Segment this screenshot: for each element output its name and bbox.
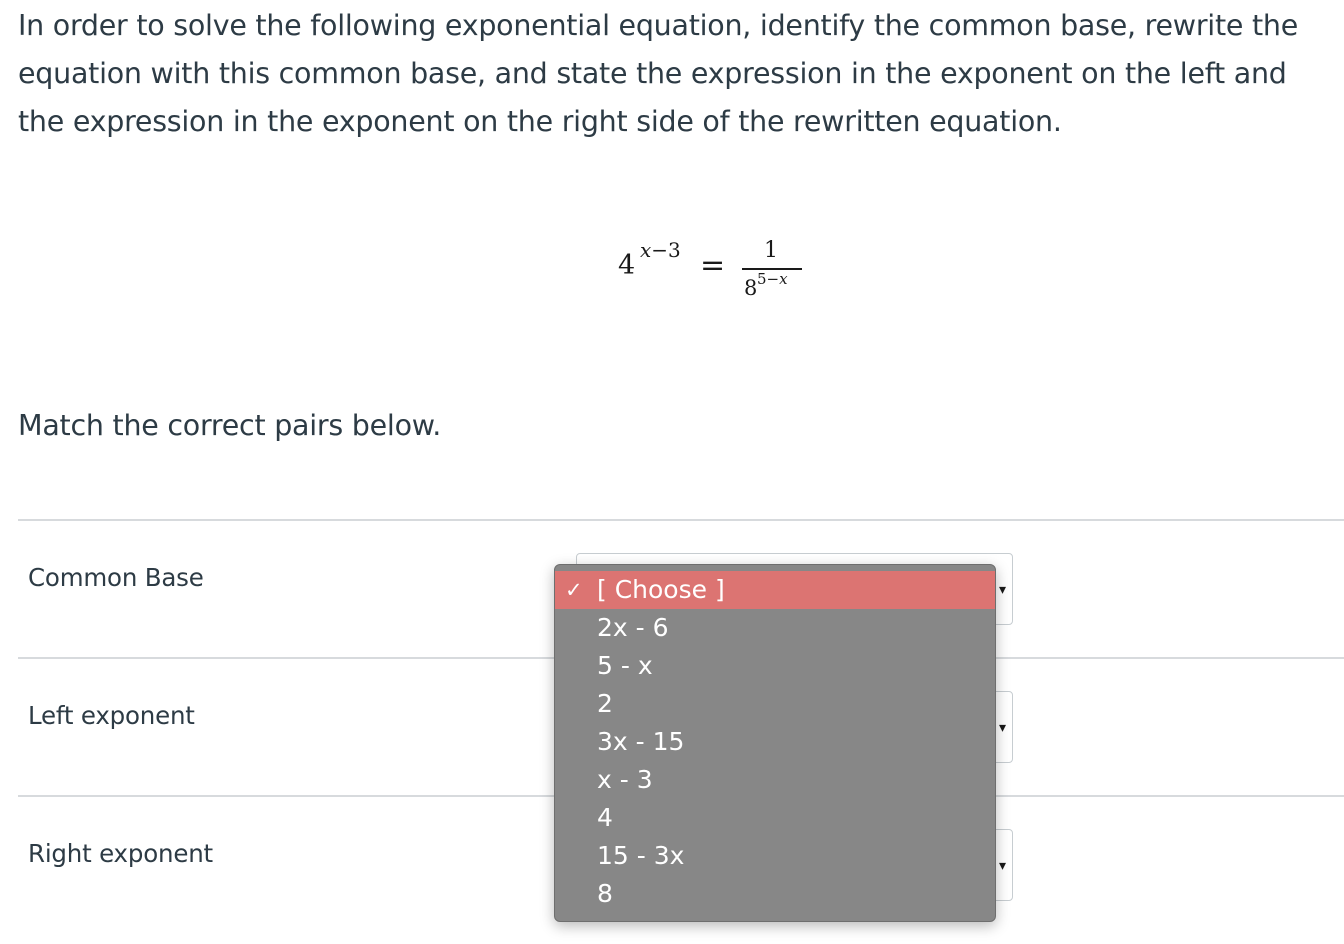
exponential-equation — [614, 232, 814, 312]
equation-left-exponent — [640, 238, 681, 262]
chevron-down-icon: ▾ — [998, 582, 1006, 598]
equation-left-exponent-rest: −3 — [651, 238, 681, 262]
pair-label-right-exponent: Right exponent — [28, 839, 213, 868]
equation-denominator-base: 8 — [744, 276, 758, 300]
dropdown-option[interactable]: 2 — [597, 689, 613, 718]
equation-numerator: 1 — [764, 238, 778, 263]
dropdown-option-label: [ Choose ] — [597, 575, 725, 604]
equation-right-exponent-rest: 5− — [757, 270, 780, 288]
dropdown-option[interactable]: 2x - 6 — [597, 613, 669, 642]
equation-right-exponent-var: x — [779, 270, 788, 288]
equation-left-base: 4 — [618, 250, 636, 281]
dropdown-option[interactable]: x - 3 — [597, 765, 653, 794]
dropdown-option-choose[interactable] — [555, 571, 995, 609]
equation-right-exponent — [757, 270, 788, 288]
dropdown-option[interactable]: 8 — [597, 879, 613, 908]
row-divider — [18, 519, 1344, 521]
question-text: In order to solve the following exponential equation, identify the common base, rewrite the equation with this common base, and state the expression in the exponent on the left and the expression in the exponent on the right side of the rewritten equation. — [18, 9, 1299, 138]
chevron-down-icon: ▾ — [998, 720, 1006, 736]
equation-equals: = — [700, 248, 726, 283]
match-instruction: Match the correct pairs below. — [18, 409, 442, 442]
dropdown-option[interactable]: 3x - 15 — [597, 727, 685, 756]
dropdown-menu — [554, 564, 996, 922]
pair-label-common-base: Common Base — [28, 563, 204, 592]
equation-left-exponent-var: x — [640, 238, 652, 262]
chevron-down-icon: ▾ — [998, 858, 1006, 874]
dropdown-option[interactable]: 5 - x — [597, 651, 653, 680]
dropdown-option[interactable]: 15 - 3x — [597, 841, 685, 870]
checkmark-icon: ✓ — [565, 578, 583, 602]
pair-label-left-exponent: Left exponent — [28, 701, 195, 730]
dropdown-option[interactable]: 4 — [597, 803, 613, 832]
